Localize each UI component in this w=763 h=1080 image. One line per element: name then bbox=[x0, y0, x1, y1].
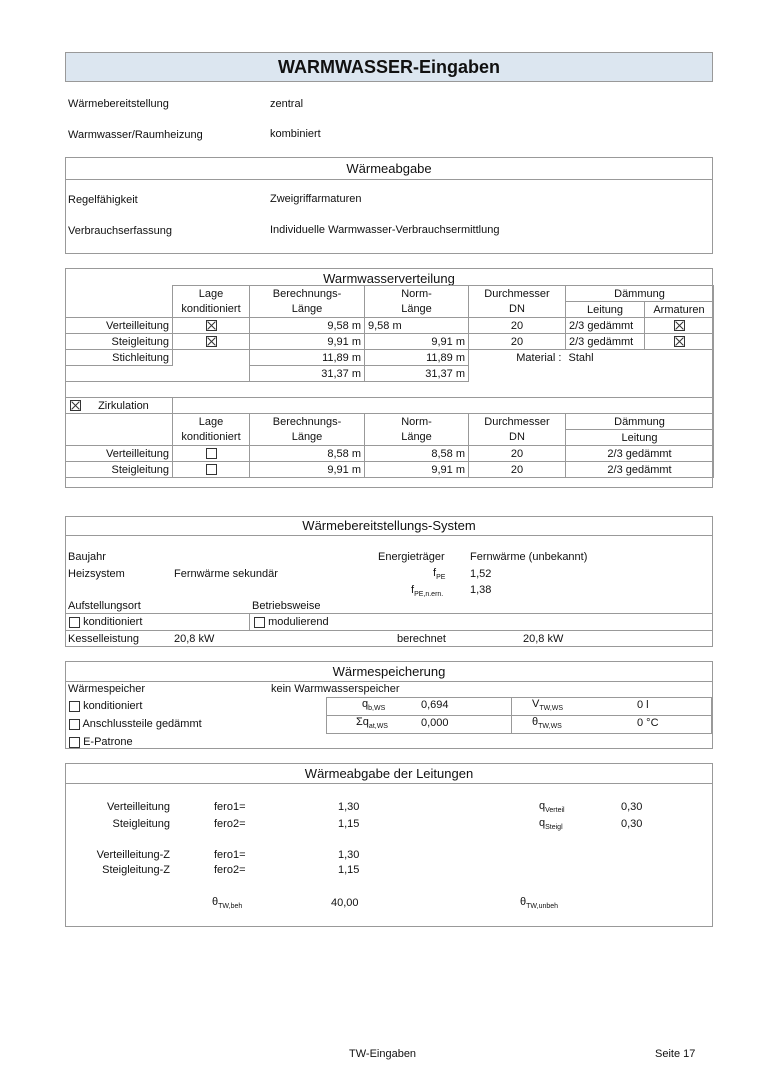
dn-value: 20 bbox=[469, 446, 566, 462]
berechnung-value: 11,89 m bbox=[250, 350, 365, 366]
fero-label: fero2= bbox=[214, 818, 246, 830]
row-name: Verteilleitung bbox=[66, 446, 173, 462]
speicher-section bbox=[65, 661, 713, 749]
value-qat: 0,000 bbox=[421, 717, 449, 729]
norm-value: 11,89 m bbox=[365, 350, 469, 366]
konditioniert-option[interactable]: konditioniert bbox=[69, 616, 142, 628]
label-q-verteil: $q_{Verteil}$ bbox=[539, 800, 565, 814]
label-vtw: $V_{TW,WS}$ bbox=[532, 698, 564, 712]
norm-value: 9,91 m bbox=[365, 462, 469, 478]
row-name: Verteilleitung-Z bbox=[96, 849, 170, 861]
table-row bbox=[66, 334, 714, 350]
daemmung-value: 2/3 gedämmt bbox=[566, 462, 714, 478]
zirkulation-checkbox[interactable] bbox=[70, 400, 81, 411]
value-theta-tw: 0 °C bbox=[637, 717, 659, 729]
label-fpe-nern: $f_{PE,n.ern.}$ bbox=[411, 584, 444, 598]
row-name: Steigleitung bbox=[66, 334, 173, 350]
header-konditioniert: konditioniert bbox=[173, 302, 250, 318]
daemmung-value: 2/3 gedämmt bbox=[566, 334, 645, 350]
z-header-leitung: Leitung bbox=[566, 430, 714, 446]
header-lage: Lage bbox=[173, 286, 250, 302]
label-theta-beh: $\theta_{TW,beh}$ bbox=[212, 896, 243, 910]
table-row bbox=[66, 446, 714, 462]
label-energietraeger: Energieträger bbox=[378, 551, 445, 563]
header-daemmung: Dämmung bbox=[566, 286, 714, 302]
value-warmwasser-raumheizung: kombiniert bbox=[270, 128, 321, 140]
value-fpe: 1,52 bbox=[470, 568, 492, 580]
header-leitung: Leitung bbox=[566, 302, 645, 318]
modulierend-option[interactable]: modulierend bbox=[254, 616, 329, 628]
header-norm-laenge: Länge bbox=[365, 302, 469, 318]
value-waermespeicher: kein Warmwasserspeicher bbox=[271, 683, 400, 695]
label-theta-unbeh: $\theta_{TW,unbeh}$ bbox=[520, 896, 559, 910]
table-row bbox=[66, 318, 714, 334]
material-value: Stahl bbox=[568, 351, 594, 364]
fero-label: fero1= bbox=[214, 849, 246, 861]
waermeabgabe-section bbox=[65, 157, 713, 254]
value-fpe-nern: 1,38 bbox=[470, 584, 492, 596]
label-theta-tw: $\theta_{TW,WS}$ bbox=[532, 716, 562, 730]
anschlussteile-option[interactable]: Anschlussteile gedämmt bbox=[69, 718, 202, 730]
label-heizsystem: Heizsystem bbox=[68, 568, 125, 580]
konditioniert-checkbox[interactable] bbox=[69, 617, 80, 628]
section-title: Warmwasserverteilung bbox=[323, 271, 455, 286]
header-norm: Norm- bbox=[365, 286, 469, 302]
material-label: Material : bbox=[516, 351, 562, 364]
label-aufstellungsort: Aufstellungsort bbox=[68, 600, 141, 612]
value-vtw: 0 l bbox=[637, 699, 649, 711]
fero-label: fero2= bbox=[214, 864, 246, 876]
fero-value: 1,30 bbox=[338, 801, 360, 813]
header-laenge: Länge bbox=[250, 302, 365, 318]
section-title: Wärmebereitstellungs-System bbox=[302, 518, 476, 533]
header-berechnungs: Berechnungs- bbox=[250, 286, 365, 302]
row-name: Stichleitung bbox=[66, 350, 173, 366]
header-durchmesser: Durchmesser bbox=[469, 286, 566, 302]
lage-checkbox[interactable] bbox=[206, 320, 217, 331]
leitungen-section bbox=[65, 763, 713, 927]
value-regelfaehigkeit: Zweigriffarmaturen bbox=[270, 193, 362, 205]
konditioniert-checkbox[interactable] bbox=[69, 701, 80, 712]
value-q-verteil: 0,30 bbox=[621, 801, 643, 813]
fero-value: 1,15 bbox=[338, 864, 360, 876]
armaturen-checkbox[interactable] bbox=[674, 336, 685, 347]
row-name: Steigleitung-Z bbox=[102, 864, 170, 876]
fero-value: 1,15 bbox=[338, 818, 360, 830]
row-name: Steigleitung bbox=[112, 818, 170, 830]
label-qat: $\Sigma q_{at,WS}$ bbox=[356, 716, 388, 730]
fero-value: 1,30 bbox=[338, 849, 360, 861]
z-header-dn: DN bbox=[469, 430, 566, 446]
verteilung-table bbox=[65, 285, 714, 478]
z-header-norm-laenge: Länge bbox=[365, 430, 469, 446]
row-name: Verteilleitung bbox=[107, 801, 170, 813]
header-dn: DN bbox=[469, 302, 566, 318]
page-title: WARMWASSER-Eingaben bbox=[65, 52, 713, 82]
lage-checkbox[interactable] bbox=[206, 336, 217, 347]
row-name: Verteilleitung bbox=[66, 318, 173, 334]
dn-value: 20 bbox=[469, 462, 566, 478]
system-section bbox=[65, 516, 713, 647]
label-waermespeicher: Wärmespeicher bbox=[68, 683, 146, 695]
sum-norm: 31,37 m bbox=[365, 366, 469, 382]
z-header-durchmesser: Durchmesser bbox=[469, 414, 566, 430]
label-betriebsweise: Betriebsweise bbox=[252, 600, 321, 612]
zirkulation-label: Zirkulation bbox=[98, 399, 149, 412]
lage-checkbox[interactable] bbox=[206, 464, 217, 475]
e-patrone-option[interactable]: E-Patrone bbox=[69, 736, 133, 748]
value-berechnet: 20,8 kW bbox=[523, 633, 564, 645]
daemmung-value: 2/3 gedämmt bbox=[566, 446, 714, 462]
label-waermebereitstellung: Wärmebereitstellung bbox=[68, 98, 169, 110]
label-kesselleistung: Kesselleistung bbox=[68, 633, 139, 645]
section-title: Wärmespeicherung bbox=[332, 664, 446, 679]
value-kesselleistung: 20,8 kW bbox=[174, 633, 215, 645]
speicher-konditioniert-option[interactable]: konditioniert bbox=[69, 700, 142, 712]
page-number: Seite 17 bbox=[655, 1048, 696, 1060]
berechnung-value: 9,91 m bbox=[250, 462, 365, 478]
section-title: Wärmeabgabe bbox=[346, 161, 432, 176]
value-waermebereitstellung: zentral bbox=[270, 98, 304, 110]
label-warmwasser-raumheizung: Warmwasser/Raumheizung bbox=[68, 129, 203, 141]
norm-value: 8,58 m bbox=[365, 446, 469, 462]
value-q-steigl: 0,30 bbox=[621, 818, 643, 830]
berechnung-value: 9,91 m bbox=[250, 334, 365, 350]
footer-title: TW-Eingaben bbox=[349, 1048, 417, 1060]
value-qb: 0,694 bbox=[421, 699, 449, 711]
table-row bbox=[66, 350, 714, 366]
norm-value: 9,58 m bbox=[365, 318, 469, 334]
label-regelfaehigkeit: Regelfähigkeit bbox=[68, 194, 138, 206]
fero-label: fero1= bbox=[214, 801, 246, 813]
table-row bbox=[66, 462, 714, 478]
label-baujahr: Baujahr bbox=[68, 551, 106, 563]
daemmung-value: 2/3 gedämmt bbox=[566, 318, 645, 334]
section-title: Wärmeabgabe der Leitungen bbox=[304, 766, 474, 781]
lage-checkbox[interactable] bbox=[206, 448, 217, 459]
row-name: Steigleitung bbox=[66, 462, 173, 478]
anschlussteile-checkbox[interactable] bbox=[69, 719, 80, 730]
armaturen-checkbox[interactable] bbox=[674, 320, 685, 331]
z-header-norm: Norm- bbox=[365, 414, 469, 430]
modulierend-checkbox[interactable] bbox=[254, 617, 265, 628]
label-q-steigl: $q_{Steigl}$ bbox=[539, 817, 563, 831]
value-theta-beh: 40,00 bbox=[331, 897, 359, 909]
label-berechnet: berechnet bbox=[397, 633, 446, 645]
dn-value: 20 bbox=[469, 334, 566, 350]
norm-value: 9,91 m bbox=[365, 334, 469, 350]
label-qb: $q_{b,WS}$ bbox=[362, 698, 386, 712]
z-header-konditioniert: konditioniert bbox=[173, 430, 250, 446]
z-header-laenge: Länge bbox=[250, 430, 365, 446]
sum-berechnung: 31,37 m bbox=[250, 366, 365, 382]
value-energietraeger: Fernwärme (unbekannt) bbox=[470, 551, 588, 563]
header-armaturen: Armaturen bbox=[645, 302, 714, 318]
berechnung-value: 8,58 m bbox=[250, 446, 365, 462]
label-fpe: $f_{PE}$ bbox=[433, 567, 446, 581]
value-verbrauchserfassung: Individuelle Warmwasser-Verbrauchsermittlung bbox=[270, 224, 500, 236]
dn-value: 20 bbox=[469, 318, 566, 334]
value-heizsystem: Fernwärme sekundär bbox=[174, 568, 278, 580]
z-header-lage: Lage bbox=[173, 414, 250, 430]
z-header-daemmung: Dämmung bbox=[566, 414, 714, 430]
berechnung-value: 9,58 m bbox=[250, 318, 365, 334]
label-verbrauchserfassung: Verbrauchserfassung bbox=[68, 225, 172, 237]
z-header-berechnungs: Berechnungs- bbox=[250, 414, 365, 430]
e-patrone-checkbox[interactable] bbox=[69, 737, 80, 748]
